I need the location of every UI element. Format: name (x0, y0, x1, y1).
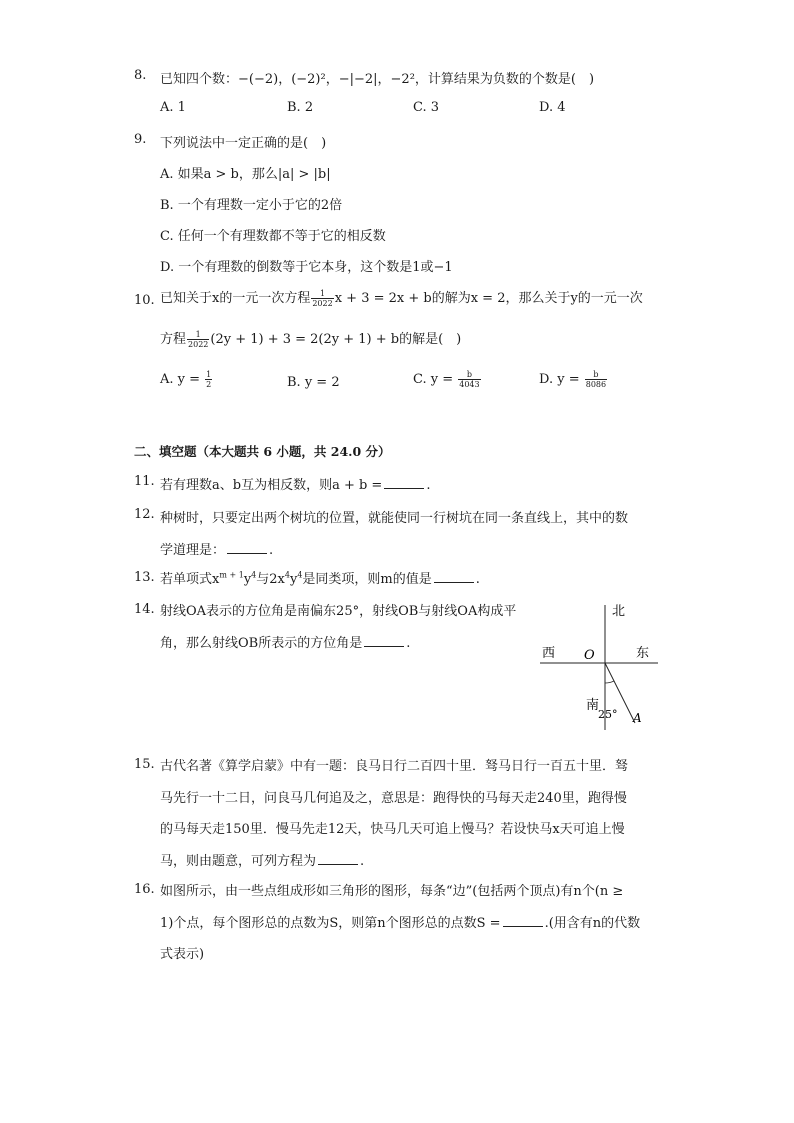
question-10-line-1-post: x + 3 = 2x + b的解为x = 2，那么关于y的一元一次 (334, 291, 643, 306)
fraction-1-over-2022 (187, 330, 209, 349)
question-10-option-b: B. y = 2 (287, 375, 340, 390)
question-10-line-1-pre: 已知关于x的一元一次方程 (160, 291, 311, 306)
answer-blank[interactable] (503, 914, 543, 927)
question-9-option-a: A. 如果a > b，那么|a| > |b| (160, 167, 331, 182)
question-15-number: 15. (134, 757, 155, 772)
section-2-title: 二、填空题（本大题共 6 小题，共 24.0 分） (134, 444, 391, 459)
label-point-a: A (633, 711, 642, 725)
question-14-number: 14. (134, 602, 155, 617)
label-west: 西 (542, 646, 556, 661)
question-10-line-2 (160, 328, 461, 349)
question-10-number: 10. (134, 293, 155, 308)
option-c-fraction (458, 370, 480, 389)
question-14-line-2-pre: 角，那么射线OB所表示的方位角是 (160, 636, 363, 651)
label-north: 北 (612, 604, 626, 619)
label-angle: 25° (598, 708, 618, 721)
question-10-option-a (160, 370, 213, 389)
option-a-fraction (205, 370, 212, 389)
question-9-stem: 下列说法中一定正确的是( ) (160, 136, 327, 151)
exponent: 4 (284, 570, 290, 580)
question-14-line-2-post: . (406, 636, 411, 651)
question-15-line-4 (160, 850, 364, 869)
compass-diagram (530, 595, 670, 735)
question-16-line-2-pre: 1)个点，每个图形总的点数为S，则第n个图形总的点数S = (160, 916, 501, 931)
fraction-denominator: 2022 (188, 340, 209, 349)
question-15-line-4-post: . (360, 854, 365, 869)
option-a-prefix: A. y = (160, 372, 205, 387)
question-13-text (160, 568, 480, 587)
question-14-line-1: 射线OA表示的方位角是南偏东25°，射线OB与射线OA构成平 (160, 604, 517, 619)
question-11-number: 11. (134, 474, 155, 489)
question-11-text (160, 474, 430, 493)
question-8-option-c: C. 3 (413, 100, 440, 115)
fraction-denominator: 2022 (312, 299, 333, 308)
fraction-numerator: 1 (206, 370, 212, 379)
fraction-denominator: 4043 (459, 380, 480, 389)
connector-text: 是同类项，则m的值是 (302, 572, 432, 587)
question-10-line-2-pre: 方程 (160, 332, 187, 347)
option-d-fraction (585, 370, 607, 389)
variable: y (243, 572, 252, 587)
question-8-option-d: D. 4 (539, 100, 566, 115)
question-16-line-2-post: .(用含有n的代数 (544, 916, 641, 931)
option-d-prefix: D. y = (539, 372, 584, 387)
question-9-option-c: C. 任何一个有理数都不等于它的相反数 (160, 229, 386, 244)
question-8-stem: 已知四个数：−(−2)，(−2)²，−|−2|，−2²，计算结果为负数的个数是( ) (160, 72, 595, 87)
question-16-line-2 (160, 912, 640, 931)
question-10-line-2-post: (2y + 1) + 3 = 2(2y + 1) + b的解是( ) (210, 332, 462, 347)
fraction-1-over-2022 (311, 289, 333, 308)
question-9-option-d: D. 一个有理数的倒数等于它本身，这个数是1或−1 (160, 260, 453, 275)
question-10-option-d (539, 370, 608, 389)
question-8-option-b: B. 2 (287, 100, 314, 115)
question-10-option-c (413, 370, 482, 389)
question-15-line-4-pre: 马，则由题意，可列方程为 (160, 854, 317, 869)
label-south: 南 (586, 698, 600, 713)
label-east: 东 (636, 646, 650, 661)
label-origin: O (584, 648, 595, 663)
question-13-post: . (475, 572, 480, 587)
question-10-line-1 (160, 287, 643, 308)
question-8-option-a: A. 1 (160, 100, 186, 115)
answer-blank[interactable] (364, 634, 404, 647)
question-16-line-3: 式表示) (160, 947, 205, 962)
question-9-number: 9. (134, 132, 147, 147)
question-13-number: 13. (134, 570, 155, 585)
variable: y (289, 572, 298, 587)
angle-arc (605, 681, 614, 683)
fraction-numerator: 1 (311, 289, 333, 299)
question-9-option-b: B. 一个有理数一定小于它的2倍 (160, 198, 343, 213)
fraction-numerator: b (458, 370, 480, 380)
exponent: m + 1 (219, 570, 244, 580)
question-13-pre: 若单项式x (160, 572, 220, 587)
question-16-number: 16. (134, 882, 155, 897)
fraction-denominator: 2 (206, 380, 212, 389)
fraction-denominator: 8086 (585, 380, 607, 389)
question-12-line-1: 种树时，只要定出两个树坑的位置，就能使同一行树坑在同一条直线上，其中的数 (160, 511, 629, 526)
answer-blank[interactable] (318, 852, 358, 865)
question-14-line-2 (160, 632, 410, 651)
fraction-numerator: 1 (187, 330, 209, 340)
fraction-numerator: b (585, 370, 607, 380)
question-15-line-1: 古代名著《算学启蒙》中有一题：良马日行二百四十里．驽马日行一百五十里．驽 (160, 759, 629, 774)
exponent: 4 (251, 570, 257, 580)
question-16-line-1: 如图所示，由一些点组成形如三角形的图形，每条“边”(包括两个顶点)有n个(n ≥ (160, 884, 624, 899)
question-12-line-2-pre: 学道理是： (160, 543, 226, 558)
exponent: 4 (297, 570, 303, 580)
answer-blank[interactable] (384, 476, 424, 489)
question-12-line-2-post: . (269, 543, 274, 558)
answer-blank[interactable] (434, 570, 474, 583)
question-11-post: . (426, 478, 431, 493)
question-11-pre: 若有理数a、b互为相反数，则a + b = (160, 478, 383, 493)
answer-blank[interactable] (227, 541, 267, 554)
question-15-line-2: 马先行一十二日，问良马几何追及之，意思是：跑得快的马每天走240里，跑得慢 (160, 791, 627, 806)
connector-text: 与2x (256, 572, 285, 587)
question-12-line-2 (160, 539, 273, 558)
question-12-number: 12. (134, 507, 155, 522)
question-15-line-3: 的马每天走150里．慢马先走12天，快马几天可追上慢马？若设快马x天可追上慢 (160, 822, 625, 837)
question-8-number: 8. (134, 68, 147, 83)
option-c-prefix: C. y = (413, 372, 458, 387)
